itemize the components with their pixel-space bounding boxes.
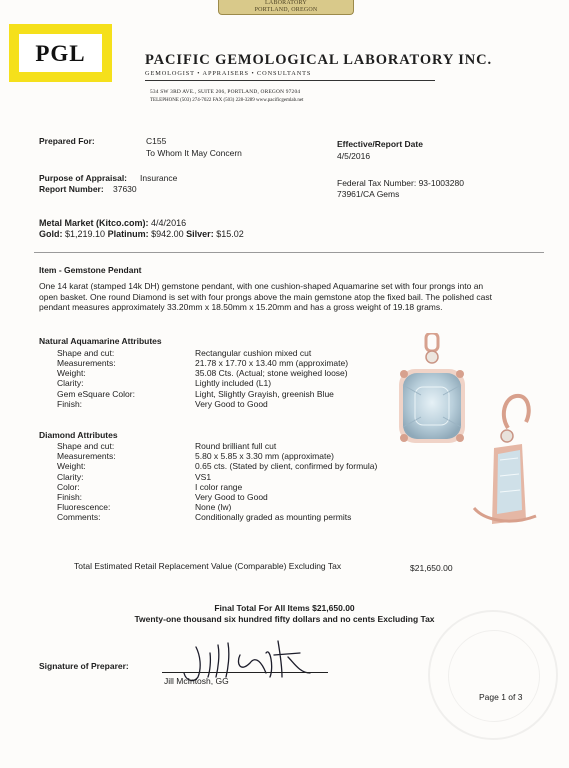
attr-label: Fluorescence: [57, 502, 111, 512]
company-contact: TELEPHONE (503) 274-7022 FAX (503) 228-3289 www.pacificgemlab.net [150, 98, 304, 103]
effective-date-label: Effective/Report Date [337, 139, 423, 149]
laboratory-tab [218, 0, 354, 15]
attr-label: Clarity: [57, 378, 84, 388]
attr-value: VS1 [195, 472, 212, 482]
attr-value: Rectangular cushion mixed cut [195, 348, 312, 358]
pendant-front-photo [393, 333, 471, 447]
attr-value: Light, Slightly Grayish, greenish Blue [195, 389, 334, 399]
attr-value: 21.78 x 17.70 x 13.40 mm (approximate) [195, 358, 349, 368]
signature-line [162, 672, 328, 673]
gold-price: $1,219.10 [65, 229, 106, 239]
platinum-label: Platinum: [107, 229, 149, 239]
attr-value: 5.80 x 5.85 x 3.30 mm (approximate) [195, 451, 334, 461]
ca-gems-number: 73961/CA Gems [337, 189, 400, 199]
final-total-words: Twenty-one thousand six hundred fifty dollars and no cents Excluding Tax [134, 614, 435, 624]
attr-label: Weight: [57, 368, 86, 378]
silver-price: $15.02 [216, 229, 244, 239]
attr-label: Finish: [57, 492, 83, 502]
attr-label: Comments: [57, 512, 101, 522]
silver-label: Silver: [186, 229, 214, 239]
company-tagline: GEMOLOGIST • APPRAISERS • CONSULTANTS [145, 70, 312, 77]
page-number: Page 1 of 3 [479, 692, 523, 702]
final-total: Final Total For All Items $21,650.00 [214, 603, 355, 613]
report-number-value: 37630 [113, 184, 137, 194]
attr-value: Very Good to Good [195, 492, 268, 502]
prepared-for-label: Prepared For: [39, 136, 95, 146]
attr-label: Weight: [57, 461, 86, 471]
attr-value: Lightly included (L1) [195, 378, 272, 388]
attr-value: 35.08 Cts. (Actual; stone weighed loose) [195, 368, 348, 378]
pgl-logo [9, 24, 112, 82]
attr-label: Finish: [57, 399, 83, 409]
item-description: One 14 karat (stamped 14k DH) gemstone pendant, with one cushion-shaped Aquamarine set with four prongs into an open basket. One round Diamond is set with four prongs above the main gemstone atop the fixed bail. The polished cast pendant measures approximately 33.20mm x 18.50mm x 15.20mm and has a gross weight of 19.18 grams. [39, 281, 492, 312]
company-address: 534 SW 3RD AVE., SUITE 206, PORTLAND, OREGON 97204 [150, 89, 301, 95]
attr-value: None (lw) [195, 502, 232, 512]
metal-market-date: 4/4/2016 [151, 218, 187, 228]
attr-label: Color: [57, 482, 80, 492]
preparer-name: Jill McIntosh, GG [164, 676, 229, 686]
effective-date-value: 4/5/2016 [337, 151, 371, 161]
attr-label: Shape and cut: [57, 441, 115, 451]
prepared-for-code: C155 [146, 136, 167, 146]
federal-tax-number: Federal Tax Number: 93-1003280 [337, 178, 464, 188]
item-title: Item - Gemstone Pendant [39, 265, 142, 275]
purpose-value: Insurance [140, 173, 178, 183]
header-rule [145, 80, 435, 81]
report-number-label: Report Number: [39, 184, 104, 194]
company-name: PACIFIC GEMOLOGICAL LABORATORY INC. [145, 52, 493, 68]
attr-label: Gem eSquare Color: [57, 389, 135, 399]
attr-value: Conditionally graded as mounting permits [195, 512, 352, 522]
tab-line-2: PORTLAND, OREGON [254, 6, 318, 13]
total-value-amount: $21,650.00 [410, 563, 453, 573]
attr-value: I color range [195, 482, 243, 492]
total-value-label: Total Estimated Retail Replacement Value (Comparable) Excluding Tax [74, 561, 342, 571]
attr-label: Measurements: [57, 358, 116, 368]
metal-market-label: Metal Market (Kitco.com): [39, 218, 149, 228]
platinum-price: $942.00 [151, 229, 184, 239]
pendant-side-photo [470, 388, 542, 528]
tab-line-1: LABORATORY [265, 0, 307, 6]
attr-label: Shape and cut: [57, 348, 115, 358]
attr-value: 0.65 cts. (Stated by client, confirmed by formula) [195, 461, 378, 471]
signature-label: Signature of Preparer: [39, 661, 129, 671]
metal-prices [39, 229, 244, 239]
attr-label: Measurements: [57, 451, 116, 461]
attr-label: Clarity: [57, 472, 84, 482]
attr-value: Round brilliant full cut [195, 441, 277, 451]
purpose-label: Purpose of Appraisal: [39, 173, 128, 183]
aquamarine-section-title: Natural Aquamarine Attributes [39, 336, 162, 346]
section-divider [34, 252, 544, 253]
metal-market [39, 218, 186, 228]
gold-label: Gold: [39, 229, 63, 239]
embossed-seal [428, 610, 558, 740]
diamond-section-title: Diamond Attributes [39, 430, 118, 440]
attr-value: Very Good to Good [195, 399, 268, 409]
logo-text: PGL [35, 41, 86, 66]
prepared-for-recipient: To Whom It May Concern [146, 148, 242, 158]
